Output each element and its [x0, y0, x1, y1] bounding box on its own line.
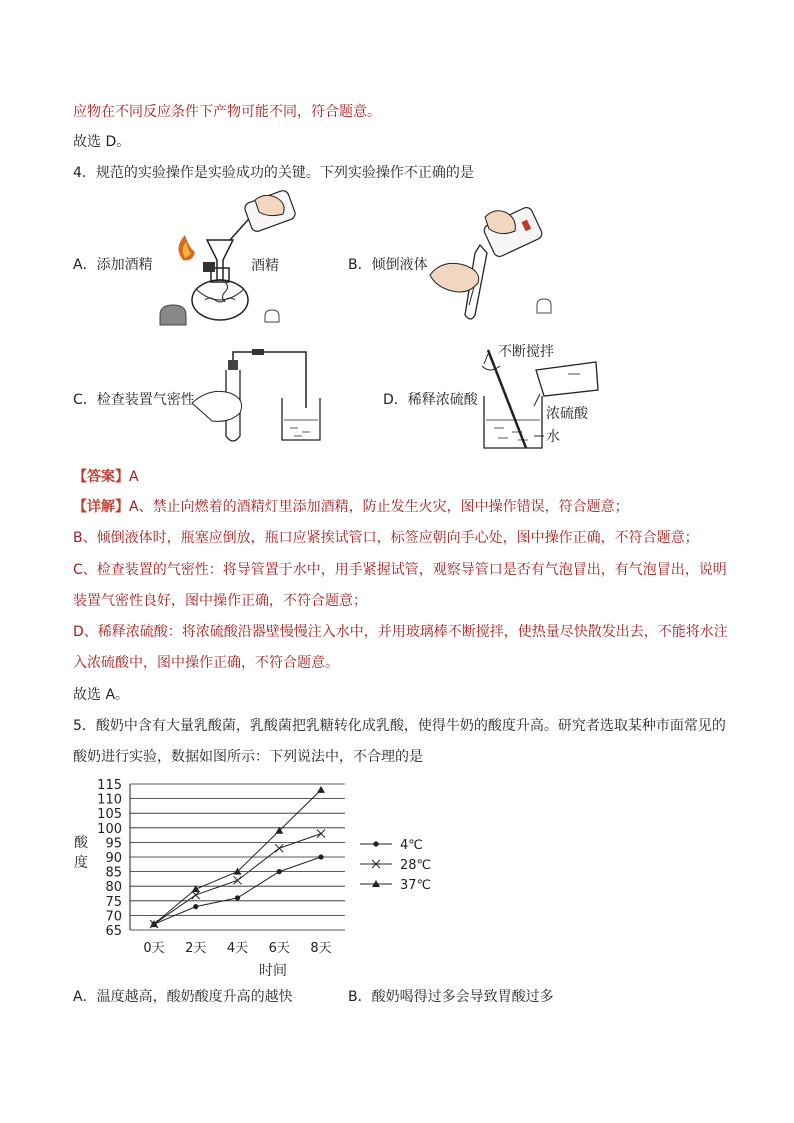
x-tick-0: 0天 [143, 941, 165, 956]
series-line-1 [154, 834, 321, 925]
series-1-point-3 [275, 844, 283, 852]
legend-marker-0 [373, 841, 378, 846]
chart-x-ticks [143, 941, 331, 956]
detail-a-text: A、禁止向燃着的酒精灯里添加酒精，防止发生火灾，图中操作错误，符合题意； [129, 499, 629, 515]
chart-y-ticks [97, 778, 122, 939]
q4-option-c: C．检查装置气密性 [73, 392, 195, 408]
q5-option-a: A．温度越高，酸奶酸度升高的越快 [73, 989, 293, 1005]
detail-tag: 【详解】 [73, 499, 129, 515]
q4-choice: 故选 A。 [73, 687, 130, 703]
series-line-0 [154, 857, 321, 924]
label-stir: 不断搅拌 [498, 344, 554, 360]
q4-option-a: A．添加酒精 [73, 257, 153, 273]
legend-label-2: 37℃ [400, 878, 432, 893]
series-0-point-2 [235, 895, 240, 900]
y-tick-85: 85 [105, 865, 122, 881]
legend-label-1: 28℃ [400, 858, 432, 873]
x-tick-3: 6天 [268, 941, 290, 956]
figure-pour-liquid [425, 205, 575, 330]
q4-detail-a [73, 497, 629, 517]
x-tick-2: 4天 [226, 941, 249, 956]
q5-option-b: B．酸奶喝得过多会导致胃酸过多 [348, 989, 554, 1005]
x-tick-1: 2天 [185, 941, 207, 956]
y-tick-80: 80 [105, 880, 122, 896]
q4-detail-d2: 入浓硫酸中，图中操作正确，不符合题意。 [73, 655, 339, 671]
y-tick-75: 75 [105, 894, 122, 910]
q4-option-d: D．稀释浓硫酸 [383, 392, 478, 408]
figure-check-airtightness [190, 348, 325, 448]
label-alcohol: 酒精 [251, 258, 279, 274]
y-tick-110: 110 [97, 792, 122, 808]
chart-y-label-1: 酸 [74, 835, 88, 851]
chart-legend [360, 838, 431, 893]
series-0-point-1 [193, 904, 198, 909]
chart-grid [130, 784, 345, 930]
q4-detail-b: B、倾倒液体时，瓶塞应倒放，瓶口应紧挨试管口，标签应朝向手心处，图中操作正确，不符合题意； [73, 530, 699, 546]
q5-stem-line1: 5．酸奶中含有大量乳酸菌，乳酸菌把乳糖转化成乳酸，使得牛奶的酸度升高。研究者选取某种市面常见的 [73, 718, 726, 734]
acidity-chart [70, 772, 450, 982]
x-tick-4: 8天 [310, 941, 332, 956]
y-tick-105: 105 [97, 807, 122, 823]
q3-explanation-tail: 应物在不同反应条件下产物可能不同，符合题意。 [73, 104, 381, 120]
q4-answer-line [73, 467, 139, 487]
q5-stem-line2: 酸奶进行实验，数据如图所示：下列说法中，不合理的是 [73, 749, 423, 765]
series-2-point-4 [317, 786, 325, 793]
y-tick-90: 90 [105, 851, 122, 866]
figure-dilute-acid [478, 340, 628, 455]
q3-choice: 故选 D。 [73, 134, 131, 150]
label-acid: 浓硫酸 [546, 406, 588, 422]
label-water: 水 [546, 429, 560, 445]
q4-stem: 4．规范的实验操作是实验成功的关键。下列实验操作不正确的是 [73, 165, 474, 181]
answer-tag: 【答案】 [73, 469, 129, 485]
y-tick-115: 115 [97, 778, 122, 793]
q4-detail-d1: D、稀释浓硫酸：将浓硫酸沿器壁慢慢注入水中，并用玻璃棒不断搅拌，使热量尽快散发出去，不能将水注 [73, 624, 728, 640]
q4-detail-c2: 装置气密性良好，图中操作正确，不符合题意； [73, 593, 367, 609]
series-0-point-4 [318, 854, 323, 859]
series-1-point-2 [234, 876, 242, 884]
y-tick-65: 65 [105, 924, 122, 939]
y-tick-100: 100 [97, 821, 122, 837]
y-tick-70: 70 [105, 909, 122, 925]
answer-value: A [129, 469, 139, 485]
series-1-point-4 [317, 830, 325, 838]
legend-label-0: 4℃ [400, 838, 423, 853]
q4-option-b: B．倾倒液体 [348, 257, 428, 273]
figure-add-alcohol [155, 190, 305, 330]
chart-y-label-2: 度 [74, 855, 88, 871]
series-0-point-3 [277, 869, 282, 874]
chart-x-label: 时间 [259, 963, 287, 979]
y-tick-95: 95 [105, 836, 122, 852]
series-1-point-1 [192, 891, 200, 899]
q4-detail-c1: C、检查装置的气密性：将导管置于水中，用手紧握试管，观察导管口是否有气泡冒出，有气泡冒出，说明 [73, 562, 727, 578]
